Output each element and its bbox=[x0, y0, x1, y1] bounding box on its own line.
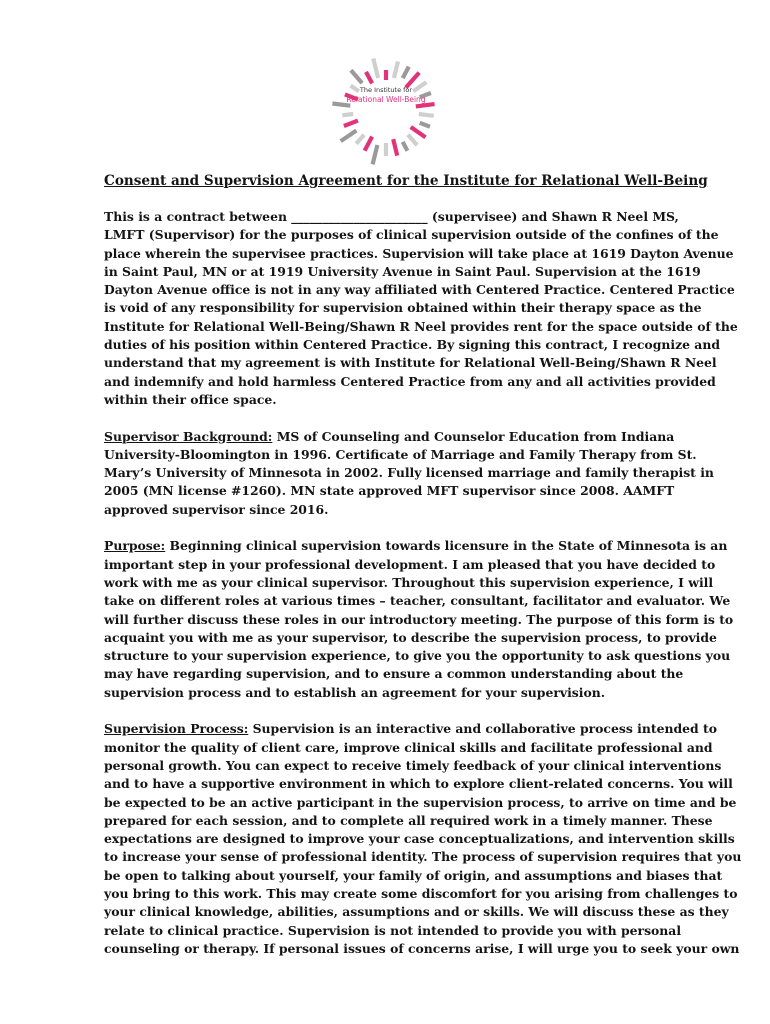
purpose-line: will further discuss these roles in our introductory meeting. The purpose of this form is to bbox=[104, 611, 734, 627]
intro-paragraph bbox=[104, 208, 738, 409]
logo-bar bbox=[373, 59, 378, 79]
logo-text bbox=[326, 86, 446, 105]
logo-bar bbox=[342, 114, 353, 115]
logo-bar bbox=[408, 135, 417, 146]
background-paragraph bbox=[104, 428, 714, 519]
process-text: Supervision is an interactive and collaborative process intended to bbox=[248, 721, 717, 737]
logo-bar bbox=[365, 137, 373, 151]
intro-line: Dayton Avenue office is not in any way affiliated with Centered Practice. Centered Practice bbox=[104, 282, 735, 298]
process-line: be open to talking about yourself, your family of origin, and assumptions and biases that bbox=[104, 867, 723, 883]
intro-line: in Saint Paul, MN or at 1919 University Avenue in Saint Paul. Supervision at the 1619 bbox=[104, 263, 701, 279]
purpose-paragraph bbox=[104, 537, 734, 702]
intro-line: within their office space. bbox=[104, 391, 277, 407]
purpose-line: supervision process and to establish an agreement for your supervision. bbox=[104, 684, 606, 700]
logo-bar bbox=[403, 67, 409, 79]
process-line: prepared for each session, and to complete all required work in a timely manner. These bbox=[104, 812, 713, 828]
logo-bar bbox=[394, 62, 398, 79]
logo-bar bbox=[403, 142, 408, 151]
process-line: and to have a supportive environment in which to explore client-related concerns. You will bbox=[104, 776, 733, 792]
background-line: 2005 (MN license #1260). MN state approved MFT supervisor since 2008. AAMFT bbox=[104, 483, 675, 499]
logo-bar bbox=[341, 131, 357, 142]
intro-line: This is a contract between ______________________ (supervisee) and Shawn R Neel MS, bbox=[104, 209, 679, 224]
process-line: relate to clinical practice. Supervision is not intended to provide you with personal bbox=[104, 922, 682, 938]
purpose-line: take on different roles at various times – teacher, consultant, facilitator and evaluator. We bbox=[104, 593, 731, 609]
logo-bar bbox=[411, 127, 426, 137]
process-line: monitor the quality of client care, improve clinical skills and facilitate professional and bbox=[104, 739, 713, 755]
background-line bbox=[104, 428, 682, 446]
logo-bar bbox=[366, 72, 372, 84]
background-line: approved supervisor since 2016. bbox=[104, 501, 329, 517]
background-line: Mary’s University of Minnesota in 2002. Fully licensed marriage and family therapist in bbox=[104, 465, 714, 481]
logo-bar bbox=[419, 114, 434, 116]
logo-bar bbox=[420, 123, 430, 127]
intro-line: understand that my agreement is with Institute for Relational Well-Being/Shawn R Neel bbox=[104, 355, 717, 371]
process-line: to increase your sense of professional identity. The process of supervision requires that you bbox=[104, 849, 742, 865]
logo-bar bbox=[351, 70, 362, 83]
purpose-heading: Purpose: bbox=[104, 538, 166, 554]
institute-logo bbox=[326, 50, 446, 170]
process-line bbox=[104, 720, 717, 738]
logo-bar bbox=[393, 139, 397, 156]
process-line: counseling or therapy. If personal issues of concerns arise, I will urge you to seek your own bbox=[104, 940, 740, 956]
intro-line: is void of any responsibility for supervision obtained within their therapy space as the bbox=[104, 300, 702, 316]
document-body bbox=[104, 208, 742, 976]
logo-line-2: Relational Well-Being bbox=[346, 95, 426, 104]
intro-line: duties of his position within Centered Practice. By signing this contract, I recognize and bbox=[104, 337, 721, 353]
process-line: personal growth. You can expect to receive timely feedback of your clinical interventions bbox=[104, 757, 722, 773]
logo-radial-bars bbox=[332, 59, 434, 165]
process-line: expectations are designed to improve your case conceptualizations, and intervention skills bbox=[104, 831, 735, 847]
background-text: MS of Counseling and Counselor Education from Indiana bbox=[272, 428, 675, 444]
purpose-line: may have regarding supervision, and to ensure a common understanding about the bbox=[104, 666, 684, 682]
process-heading: Supervision Process: bbox=[104, 721, 249, 737]
process-line: be expected to be an active participant in the supervision process, to arrive on time and be bbox=[104, 794, 737, 810]
logo-bar bbox=[344, 121, 358, 126]
logo-bar bbox=[373, 145, 378, 164]
purpose-line: important step in your professional development. I am pleased that you have decided to bbox=[104, 556, 716, 572]
purpose-line: acquaint you with me as your supervisor, to describe the supervision process, to provide bbox=[104, 629, 717, 645]
logo-bar bbox=[356, 135, 364, 144]
process-line: your clinical knowledge, abilities, assumptions and or skills. We will discuss these as they bbox=[104, 904, 729, 920]
purpose-line: work with me as your clinical supervisor. Throughout this supervision experience, I will bbox=[104, 574, 714, 590]
intro-line: LMFT (Supervisor) for the purposes of clinical supervision outside of the confines of the bbox=[104, 227, 719, 243]
document-title: Consent and Supervision Agreement for the Institute for Relational Well-Being bbox=[104, 173, 708, 189]
background-heading: Supervisor Background: bbox=[104, 428, 273, 444]
logo-line-1: The Institute for bbox=[359, 86, 413, 94]
intro-line: place wherein the supervisee practices. Supervision will take place at 1619 Dayton Avenue bbox=[104, 245, 734, 261]
purpose-text: Beginning clinical supervision towards licensure in the State of Minnesota is an bbox=[165, 538, 728, 554]
purpose-line: structure to your supervision experience, to give you the opportunity to ask questions you bbox=[104, 648, 731, 664]
background-line: University-Bloomington in 1996. Certificate of Marriage and Family Therapy from St. bbox=[104, 446, 697, 462]
process-paragraph bbox=[104, 720, 742, 958]
intro-line: Institute for Relational Well-Being/Shawn R Neel provides rent for the space outside of the bbox=[104, 318, 738, 334]
process-line: you bring to this work. This may create some discomfort for you arising from challenges to bbox=[104, 885, 738, 901]
intro-line: and indemnify and hold harmless Centered Practice from any and all activities provided bbox=[104, 373, 716, 389]
purpose-line bbox=[104, 537, 728, 555]
